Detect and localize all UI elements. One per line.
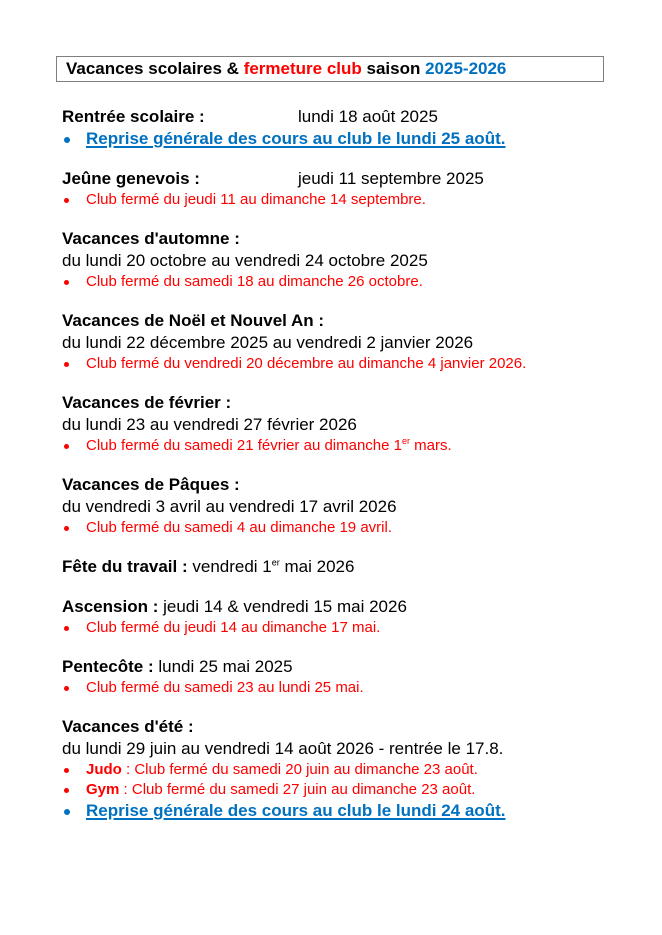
section-label: Rentrée scolaire : (62, 107, 205, 126)
judo-closure-bullet (62, 760, 642, 780)
section-label: Vacances d'automne : (62, 229, 240, 248)
section-jeune-genevois (62, 168, 642, 210)
section-rentree (62, 106, 642, 150)
document-title (56, 56, 604, 82)
section-fete-travail (62, 556, 642, 578)
section-date: lundi 25 mai 2025 (153, 657, 293, 676)
closure-bullet (62, 436, 642, 456)
section-ascension (62, 596, 642, 638)
closure-bullet: Club fermé du jeudi 11 au dimanche 14 septembre. (62, 190, 642, 210)
reprise-bullet (62, 128, 642, 150)
section-date-end: mai 2026 (279, 557, 355, 576)
section-label: Fête du travail : (62, 557, 188, 576)
section-date: jeudi 11 septembre 2025 (298, 169, 484, 188)
reprise-link[interactable]: Reprise générale des cours au club le lundi 24 août. (86, 801, 506, 820)
section-paques (62, 474, 642, 538)
title-part-3: saison (361, 59, 426, 78)
closure-bullet: Club fermé du samedi 18 au dimanche 26 octobre. (62, 272, 642, 292)
section-automne (62, 228, 642, 292)
section-label: Vacances de Pâques : (62, 475, 240, 494)
section-dates: du lundi 22 décembre 2025 au vendredi 2 janvier 2026 (62, 333, 474, 352)
judo-label: Judo (86, 761, 122, 778)
gym-closure-text: : Club fermé du samedi 27 juin au dimanche 23 août. (119, 781, 476, 798)
reprise-bullet (62, 800, 642, 822)
section-label: Vacances d'été : (62, 717, 194, 736)
closure-bullet: Club fermé du samedi 23 au lundi 25 mai. (62, 678, 642, 698)
closure-bullet: Club fermé du jeudi 14 au dimanche 17 mai. (62, 618, 642, 638)
gym-closure-bullet (62, 780, 642, 800)
section-date: jeudi 14 & vendredi 15 mai 2026 (158, 597, 407, 616)
section-noel (62, 310, 642, 374)
reprise-link[interactable]: Reprise générale des cours au club le lundi 25 août. (86, 129, 506, 148)
section-label: Jeûne genevois : (62, 169, 200, 188)
section-label: Vacances de février : (62, 393, 232, 412)
section-dates: du lundi 29 juin au vendredi 14 août 2026 - rentrée le 17.8. (62, 739, 504, 758)
ordinal-suffix: er (271, 557, 280, 568)
closure-bullet: Club fermé du samedi 4 au dimanche 19 avril. (62, 518, 642, 538)
title-part-closure: fermeture club (243, 59, 362, 78)
title-season: 2025-2026 (425, 59, 507, 78)
section-dates: du lundi 23 au vendredi 27 février 2026 (62, 415, 357, 434)
section-label: Pentecôte : (62, 657, 154, 676)
ordinal-suffix: er (402, 436, 411, 446)
section-label: Vacances de Noël et Nouvel An : (62, 311, 325, 330)
section-date: lundi 18 août 2025 (298, 107, 438, 126)
section-pentecote (62, 656, 642, 698)
closure-text: Club fermé du samedi 21 février au dimanche 1 (86, 437, 402, 454)
section-dates: du vendredi 3 avril au vendredi 17 avril 2026 (62, 497, 397, 516)
section-dates: du lundi 20 octobre au vendredi 24 octobre 2025 (62, 251, 428, 270)
title-part-1: Vacances scolaires & (66, 59, 244, 78)
section-fevrier (62, 392, 642, 456)
section-ete (62, 716, 642, 822)
section-label: Ascension : (62, 597, 159, 616)
section-date: vendredi 1 (187, 557, 272, 576)
closure-text-end: mars. (410, 437, 452, 454)
closure-bullet: Club fermé du vendredi 20 décembre au dimanche 4 janvier 2026. (62, 354, 642, 374)
schedule-content (62, 106, 642, 840)
gym-label: Gym (86, 781, 120, 798)
judo-closure-text: : Club fermé du samedi 20 juin au dimanche 23 août. (121, 761, 478, 778)
